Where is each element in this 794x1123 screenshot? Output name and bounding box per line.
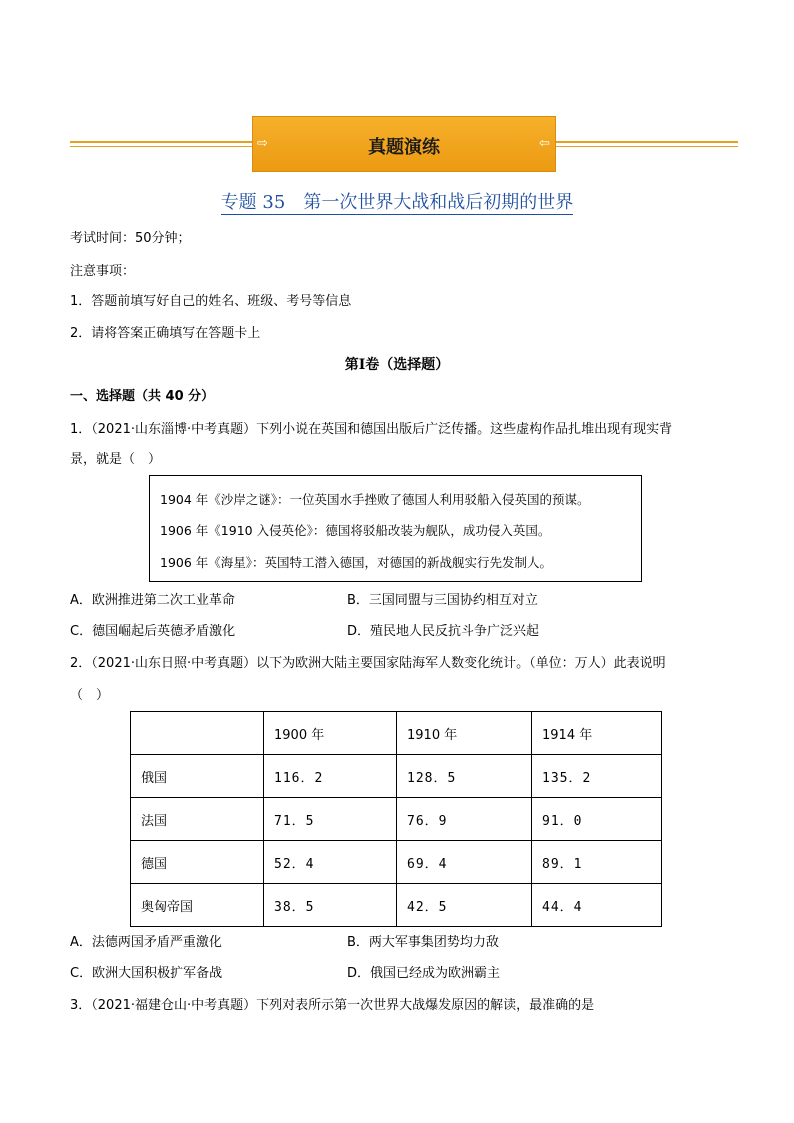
q1-option-c[interactable]: C．德国崛起后英德矛盾激化 <box>70 624 236 639</box>
left-arrow-icon: ⇦ <box>539 136 550 151</box>
banner-rule-left-thin <box>70 146 252 147</box>
q2-option-a[interactable]: A．法德两国矛盾严重激化 <box>70 935 222 950</box>
table-cell: 135．2 <box>532 755 662 798</box>
table-cell: 法国 <box>131 798 264 841</box>
table-row <box>131 798 662 841</box>
banner-rule-left <box>70 141 252 143</box>
q1-material-line: 1904 年《沙岸之谜》：一位英国水手挫败了德国人利用驳船入侵英国的预谋。 <box>160 492 590 507</box>
q1-option-d[interactable]: D．殖民地人民反抗斗争广泛兴起 <box>347 624 540 639</box>
document-title <box>0 188 794 214</box>
table-row <box>131 841 662 884</box>
q2-option-b[interactable]: B．两大军事集团势均力敌 <box>347 935 499 950</box>
q2-option-c[interactable]: C．欧洲大国积极扩军备战 <box>70 966 223 981</box>
right-arrow-icon: ⇨ <box>257 136 268 151</box>
table-header-cell: 1914 年 <box>532 712 662 755</box>
table-cell: 69．4 <box>397 841 532 884</box>
q1-material-line: 1906 年《1910 入侵英伦》：德国将驳船改装为舰队，成功侵入英国。 <box>160 523 551 538</box>
banner-title: 真题演练 <box>368 137 440 158</box>
table-header-cell: 1910 年 <box>397 712 532 755</box>
table-cell: 42．5 <box>397 884 532 927</box>
q3-stem-line1: 3．（2021·福建仓山·中考真题）下列对表所示第一次世界大战爆发原因的解读，最准确的是 <box>70 998 595 1013</box>
q1-option-b[interactable]: B．三国同盟与三国协约相互对立 <box>347 593 538 608</box>
table-cell: 71．5 <box>264 798 397 841</box>
part-title: 一、选择题（共 40 分） <box>70 389 215 404</box>
q1-material-box <box>149 475 642 582</box>
banner-rule-right <box>556 141 738 143</box>
q1-stem-line1: 1．（2021·山东淄博·中考真题）下列小说在英国和德国出版后广泛传播。这些虚构作品扎堆出现有现实背 <box>70 422 673 437</box>
table-row <box>131 884 662 927</box>
q2-stats-table <box>130 711 662 927</box>
exam-time: 考试时间：50分钟； <box>70 231 191 246</box>
table-cell: 52．4 <box>264 841 397 884</box>
q1-material-line: 1906 年《海星》：英国特工潜入德国，对德国的新战舰实行先发制人。 <box>160 555 553 570</box>
table-header-cell <box>131 712 264 755</box>
table-cell: 德国 <box>131 841 264 884</box>
banner-rule-right-thin <box>556 146 738 147</box>
table-cell: 91．0 <box>532 798 662 841</box>
table-cell: 89．1 <box>532 841 662 884</box>
table-cell: 44．4 <box>532 884 662 927</box>
notice-item-2: 2．请将答案正确填写在答题卡上 <box>70 326 261 341</box>
table-cell: 俄国 <box>131 755 264 798</box>
table-cell: 38．5 <box>264 884 397 927</box>
notice-item-1: 1．答题前填写好自己的姓名、班级、考号等信息 <box>70 294 352 309</box>
q2-option-d[interactable]: D．俄国已经成为欧洲霸主 <box>347 966 501 981</box>
table-cell: 奥匈帝国 <box>131 884 264 927</box>
table-header-row <box>131 712 662 755</box>
document-title-text: 专题 35 第一次世界大战和战后初期的世界 <box>220 192 574 213</box>
table-cell: 116．2 <box>264 755 397 798</box>
table-cell: 128．5 <box>397 755 532 798</box>
notice-label: 注意事项： <box>70 264 136 279</box>
section-title: 第I卷（选择题） <box>344 357 450 373</box>
table-row <box>131 755 662 798</box>
table-cell: 76．9 <box>397 798 532 841</box>
table-header-cell: 1900 年 <box>264 712 397 755</box>
q2-stem-line1: 2．（2021·山东日照·中考真题）以下为欧洲大陆主要国家陆海军人数变化统计。（单位：万人）此表说明 <box>70 656 666 671</box>
q1-option-a[interactable]: A．欧洲推进第二次工业革命 <box>70 593 235 608</box>
q1-stem-line2: 景，就是（ ） <box>70 452 162 467</box>
q2-stem-line2: （ ） <box>70 688 110 703</box>
section-banner <box>252 116 556 172</box>
